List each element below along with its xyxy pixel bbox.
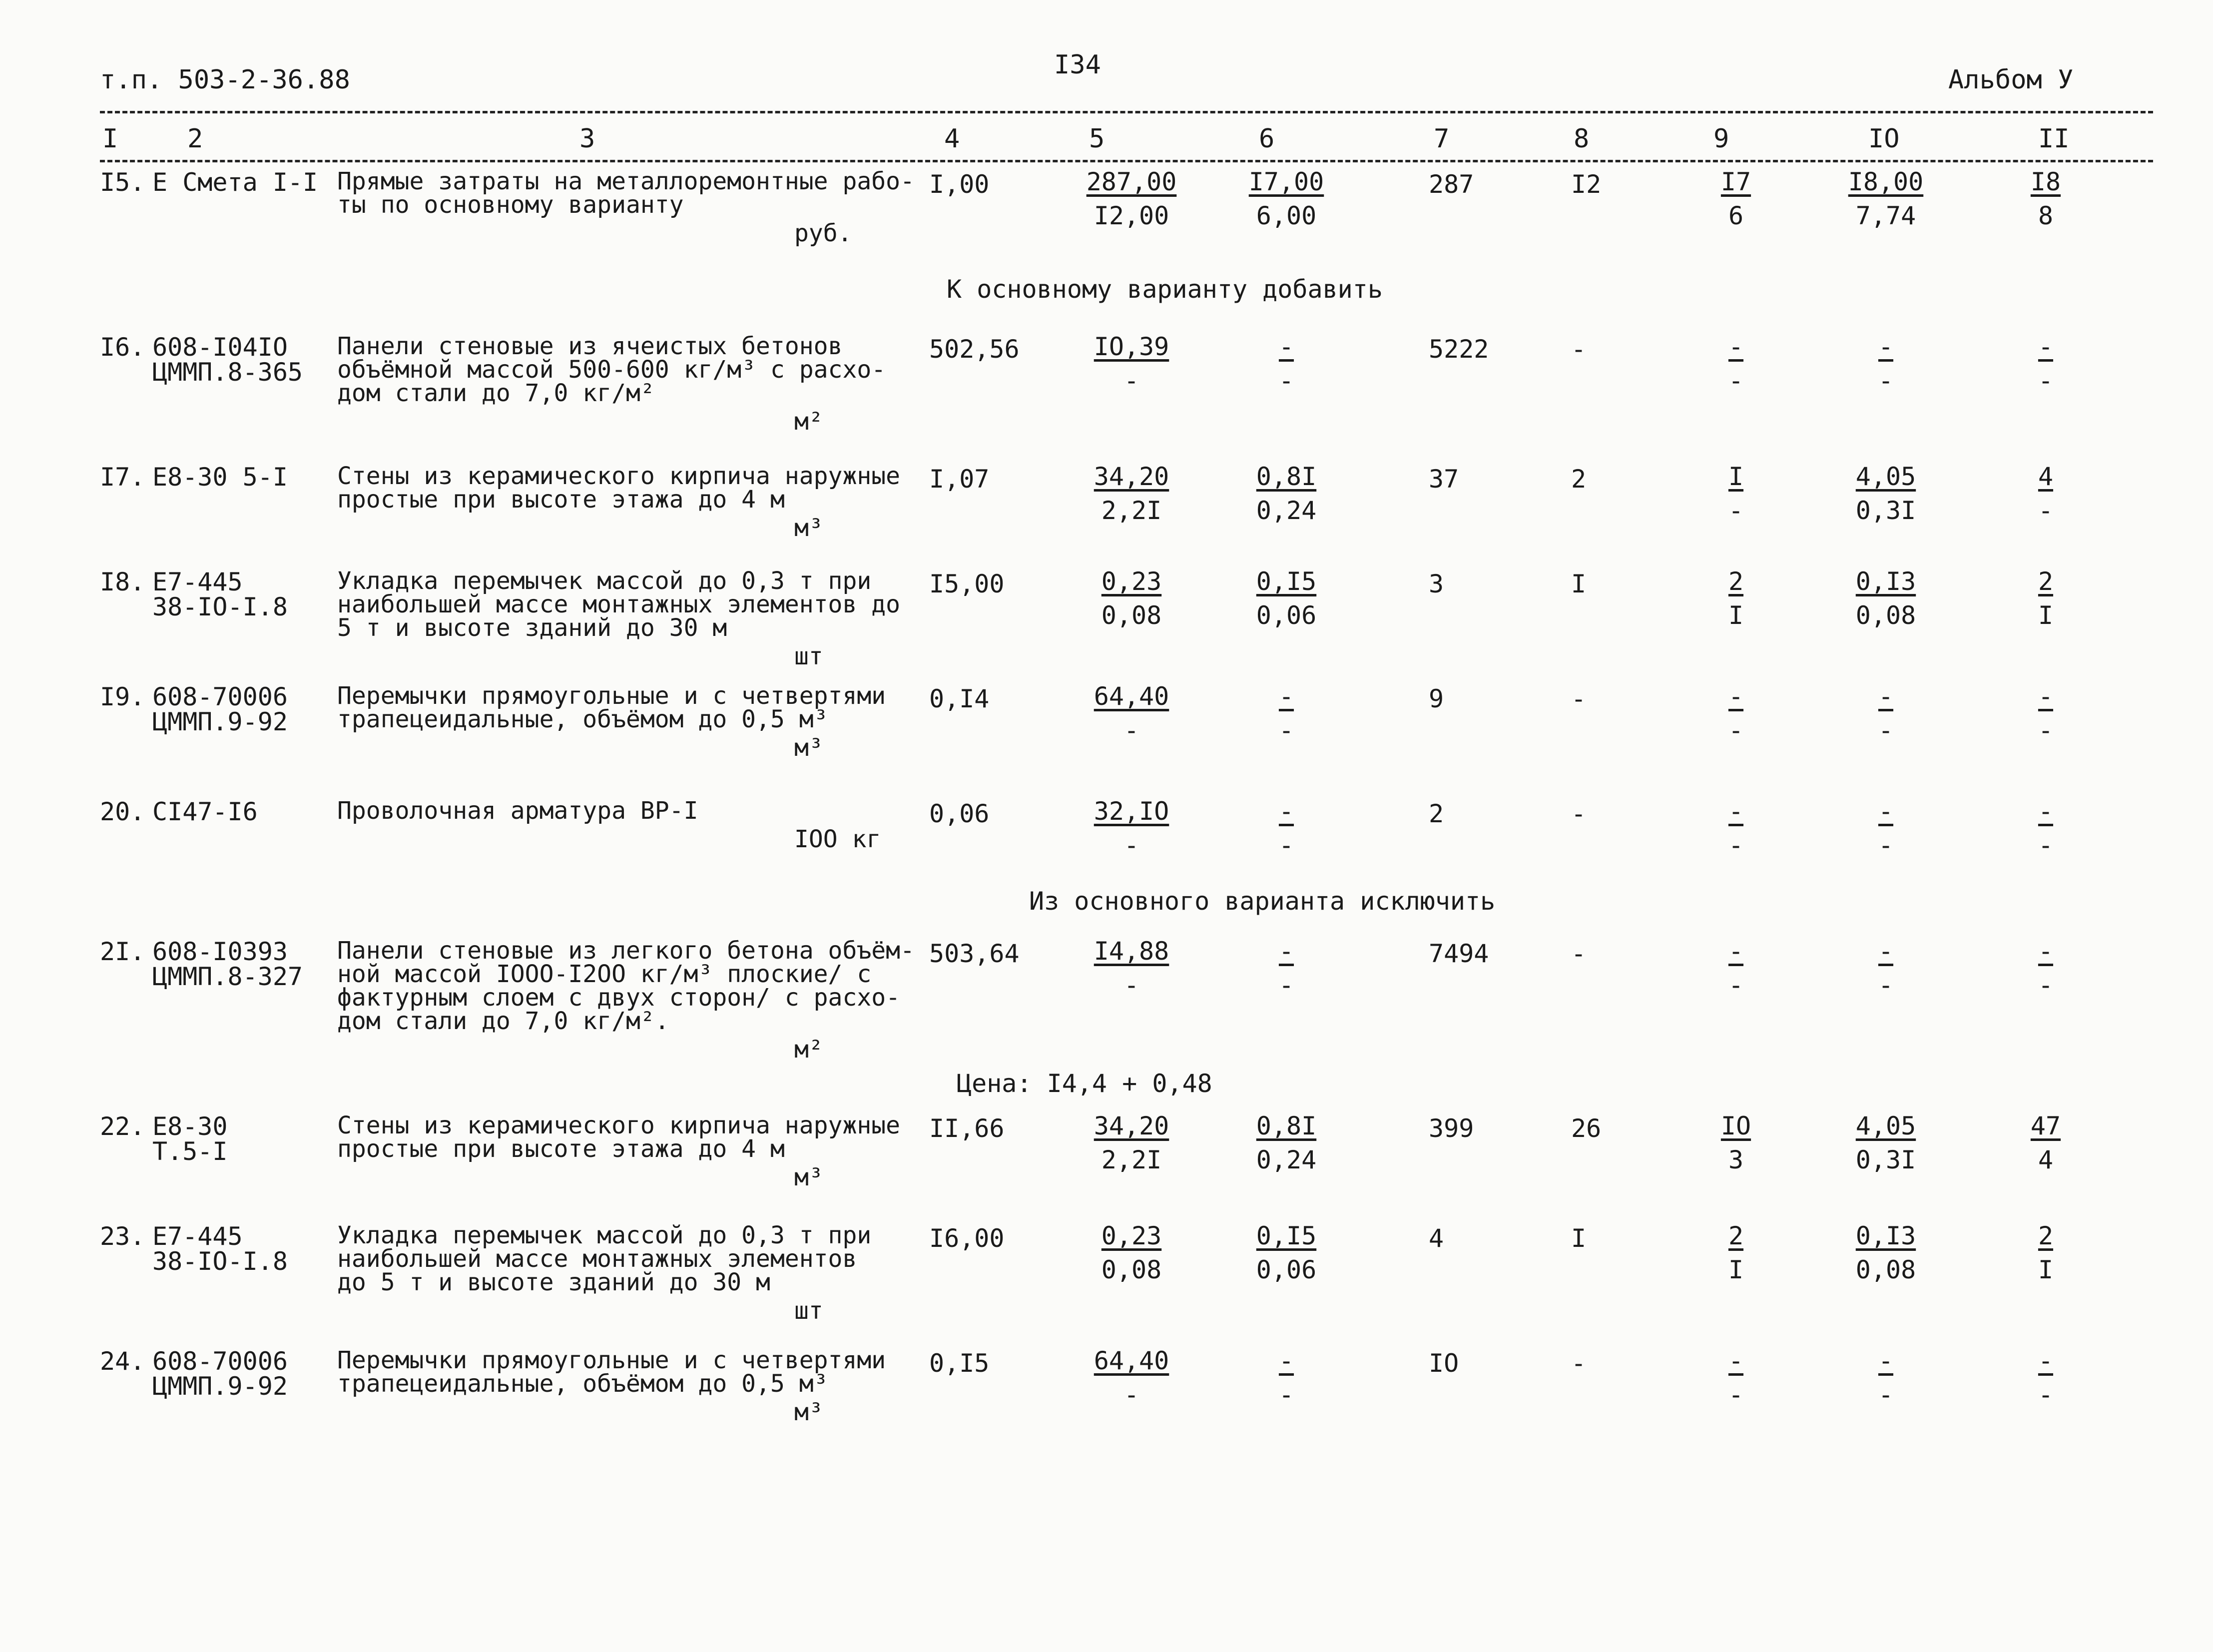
fraction-cell-c6: - - [1278, 797, 1294, 860]
column-number: 2 [187, 124, 203, 154]
row-description: Проволочная арматура ВР-I [337, 797, 698, 825]
row-number: 23. [100, 1222, 145, 1251]
labor-cell: - [1571, 1349, 1587, 1378]
row-description: Укладка перемычек массой до 0,3 т при наибольшей массе монтажных элементов до 5 т и высоте зданий до 30 м [337, 1221, 872, 1296]
fraction-cell-c6: - - [1278, 682, 1294, 745]
row-code: Е7-445 38-IO-I.8 [152, 1222, 288, 1276]
column-number: II [2038, 124, 2070, 154]
fraction-cell-c5: $\frac{0,23}{0,08}$ [1101, 567, 1162, 630]
row-description: Панели стеновые из ячеистых бетонов объёмной массой 500-600 кг/м³ с расхо- дом стали до 7,0 кг/м² [337, 332, 886, 407]
row-description: Укладка перемычек массой до 0,3 т при наибольшей массе монтажных элементов до 5 т и высоте зданий до 30 м [337, 567, 901, 642]
fraction-cell-c9: - - [1728, 797, 1744, 860]
fraction-cell-c9: $\frac{2}{I}$ [1728, 567, 1744, 630]
album-label: Альбом У [1948, 65, 2074, 95]
row-description: Прямые затраты на металлоремонтные рабо- ты по основному варианту [337, 167, 915, 219]
fraction-cell-c11: - - [2038, 332, 2054, 395]
cost-cell: 37 [1429, 465, 1459, 494]
fraction-cell-c9: - - [1728, 1346, 1744, 1409]
cost-cell: 2 [1429, 799, 1444, 828]
column-number: IO [1868, 124, 1900, 154]
labor-cell: 26 [1571, 1114, 1602, 1143]
row-code: 608-70006 ЦММП.9-92 [152, 682, 288, 736]
quantity-cell: II,66 [929, 1114, 1005, 1143]
fraction-cell-c9: $\frac{I7}{6}$ [1720, 167, 1751, 230]
fraction-cell-c9: - - [1728, 937, 1744, 1000]
fraction-cell-c6: - - [1278, 332, 1294, 395]
quantity-cell: I5,00 [929, 569, 1005, 598]
fraction-cell-c11: - - [2038, 1346, 2054, 1409]
cost-cell: IO [1429, 1349, 1459, 1378]
row-number: I7. [100, 463, 145, 492]
row-description: Панели стеновые из легкого бетона объём- ной массой IOOO-I2OO кг/м³ плоские/ с фактурным слоем с двух сторон/ с расхо- дом стали до 7,0 кг/м². [337, 937, 915, 1035]
row-number: I5. [100, 168, 145, 197]
quantity-cell: I,00 [929, 170, 990, 199]
fraction-cell-c5: 64,40 - [1094, 682, 1169, 745]
column-number: 7 [1434, 124, 1450, 154]
column-number: 3 [579, 124, 595, 154]
row-number: 22. [100, 1112, 145, 1141]
cost-cell: 5222 [1429, 335, 1489, 364]
fraction-cell-c11: - - [2038, 682, 2054, 745]
quantity-cell: I6,00 [929, 1224, 1005, 1253]
labor-cell: 2 [1571, 465, 1587, 494]
fraction-cell-c9: $\frac{IO}{3}$ [1720, 1111, 1751, 1174]
row-number: 2I. [100, 937, 145, 966]
labor-cell: - [1571, 939, 1587, 968]
labor-cell: - [1571, 799, 1587, 828]
fraction-cell-c9: - - [1728, 682, 1744, 745]
row-number: I8. [100, 567, 145, 596]
row-unit: IOO кг [794, 825, 881, 853]
column-number: 6 [1259, 124, 1275, 154]
fraction-cell-c5: $\frac{34,20}{2,2I}$ [1094, 462, 1169, 525]
fraction-cell-c6: - - [1278, 1346, 1294, 1409]
labor-cell: I [1571, 569, 1587, 598]
fraction-cell-c5: $\frac{0,23}{0,08}$ [1101, 1221, 1162, 1284]
labor-cell: - [1571, 684, 1587, 713]
row-code: Е Смета I-I [152, 168, 318, 197]
fraction-cell-c10: $\frac{0,I3}{0,08}$ [1855, 1221, 1916, 1284]
fraction-cell-c10: $\frac{4,05}{0,3I}$ [1855, 1111, 1916, 1174]
row-description: Стены из керамического кирпича наружные простые при высоте этажа до 4 м [337, 1111, 901, 1163]
fraction-cell-c10: $\frac{0,I3}{0,08}$ [1855, 567, 1916, 630]
row-unit: м² [794, 408, 823, 436]
row-code: Е7-445 38-IO-I.8 [152, 567, 288, 621]
row-unit: м² [794, 1036, 823, 1064]
page-number: I34 [1054, 50, 1101, 80]
fraction-cell-c9: - - [1728, 332, 1744, 395]
fraction-cell-c11: $\frac{2}{I}$ [2038, 567, 2054, 630]
fraction-cell-c5: $\frac{287,00}{I2,00}$ [1086, 167, 1177, 230]
fraction-cell-c10: $\frac{4,05}{0,3I}$ [1855, 462, 1916, 525]
fraction-cell-c6: $\frac{0,8I}{0,24}$ [1256, 1111, 1317, 1174]
row-unit: шт [794, 642, 823, 670]
row-number: 24. [100, 1347, 145, 1376]
column-number: 5 [1089, 124, 1105, 154]
fraction-cell-c6: $\frac{0,8I}{0,24}$ [1256, 462, 1317, 525]
fraction-cell-c10: $\frac{I8,00}{7,74}$ [1848, 167, 1924, 230]
fraction-cell-c10: - - [1878, 332, 1894, 395]
row-unit: м³ [794, 734, 823, 762]
fraction-cell-c11: - - [2038, 937, 2054, 1000]
row-description: Перемычки прямоугольные и с четвертями трапецеидальные, объёмом до 0,5 м³ [337, 682, 886, 733]
fraction-cell-c10: - - [1878, 1346, 1894, 1409]
fraction-cell-c10: - - [1878, 937, 1894, 1000]
fraction-cell-c11: $\frac{47}{4}$ [2030, 1111, 2061, 1174]
row-number: I6. [100, 333, 145, 362]
quantity-cell: 0,I4 [929, 684, 990, 713]
fraction-cell-c10: - - [1878, 797, 1894, 860]
row-code: 608-70006 ЦММП.9-92 [152, 1347, 288, 1401]
cost-cell: 7494 [1429, 939, 1489, 968]
quantity-cell: I,07 [929, 465, 990, 494]
row-code: СI47-I6 [152, 797, 258, 826]
fraction-cell-c10: - - [1878, 682, 1894, 745]
header-rule-bottom [100, 160, 2153, 162]
fraction-cell-c6: $\frac{0,I5}{0,06}$ [1256, 567, 1317, 630]
fraction-cell-c5: $\frac{34,20}{2,2I}$ [1094, 1111, 1169, 1174]
row-unit: м³ [794, 514, 823, 542]
row-unit: м³ [794, 1398, 823, 1426]
fraction-cell-c11: - - [2038, 797, 2054, 860]
fraction-cell-c11: $\frac{I8}{8}$ [2030, 167, 2061, 230]
fraction-cell-c6: $\frac{I7,00}{6,00}$ [1248, 167, 1324, 230]
row-code: Е8-30 5-I [152, 463, 288, 492]
row-number: I9. [100, 682, 145, 711]
header-rule-top [100, 111, 2153, 113]
quantity-cell: 503,64 [929, 939, 1020, 968]
labor-cell: I [1571, 1224, 1587, 1253]
fraction-cell-c11: $\frac{2}{I}$ [2038, 1221, 2054, 1284]
quantity-cell: 502,56 [929, 335, 1020, 364]
fraction-cell-c5: 32,IO - [1094, 797, 1169, 860]
cost-cell: 287 [1429, 170, 1474, 199]
cost-cell: 4 [1429, 1224, 1444, 1253]
labor-cell: I2 [1571, 170, 1602, 199]
fraction-cell-c5: IO,39 - [1094, 332, 1169, 395]
row-code: 608-I04IO ЦММП.8-365 [152, 333, 303, 387]
row-description: Стены из керамического кирпича наружные простые при высоте этажа до 4 м [337, 462, 901, 514]
cost-cell: 9 [1429, 684, 1444, 713]
row-code: Е8-30 Т.5-I [152, 1112, 228, 1166]
section-heading: К основному варианту добавить [947, 275, 1383, 304]
row-unit: шт [794, 1297, 823, 1325]
fraction-cell-c5: 64,40 - [1094, 1346, 1169, 1409]
row-description: Перемычки прямоугольные и с четвертями трапецеидальные, объёмом до 0,5 м³ [337, 1346, 886, 1398]
section-heading: Из основного варианта исключить [1029, 887, 1496, 916]
fraction-cell-c6: - - [1278, 937, 1294, 1000]
quantity-cell: 0,I5 [929, 1349, 990, 1378]
price-note: Цена: I4,4 + 0,48 [957, 1069, 1212, 1098]
row-unit: м³ [794, 1163, 823, 1191]
fraction-cell-c9: $\frac{2}{I}$ [1728, 1221, 1744, 1284]
labor-cell: - [1571, 335, 1587, 364]
quantity-cell: 0,06 [929, 799, 990, 828]
fraction-cell-c9: I - [1728, 462, 1744, 525]
row-number: 20. [100, 797, 145, 826]
column-number: 9 [1713, 124, 1729, 154]
fraction-cell-c5: I4,88 - [1094, 937, 1169, 1000]
column-number: 4 [944, 124, 960, 154]
doc-ref: т.п. 503-2-36.88 [100, 65, 350, 95]
row-code: 608-I0393 ЦММП.8-327 [152, 937, 303, 991]
cost-cell: 3 [1429, 569, 1444, 598]
column-number: 8 [1574, 124, 1590, 154]
row-unit: руб. [794, 219, 852, 247]
column-number: I [102, 124, 118, 154]
cost-cell: 399 [1429, 1114, 1474, 1143]
fraction-cell-c6: $\frac{0,I5}{0,06}$ [1256, 1221, 1317, 1284]
fraction-cell-c11: 4 - [2038, 462, 2054, 525]
